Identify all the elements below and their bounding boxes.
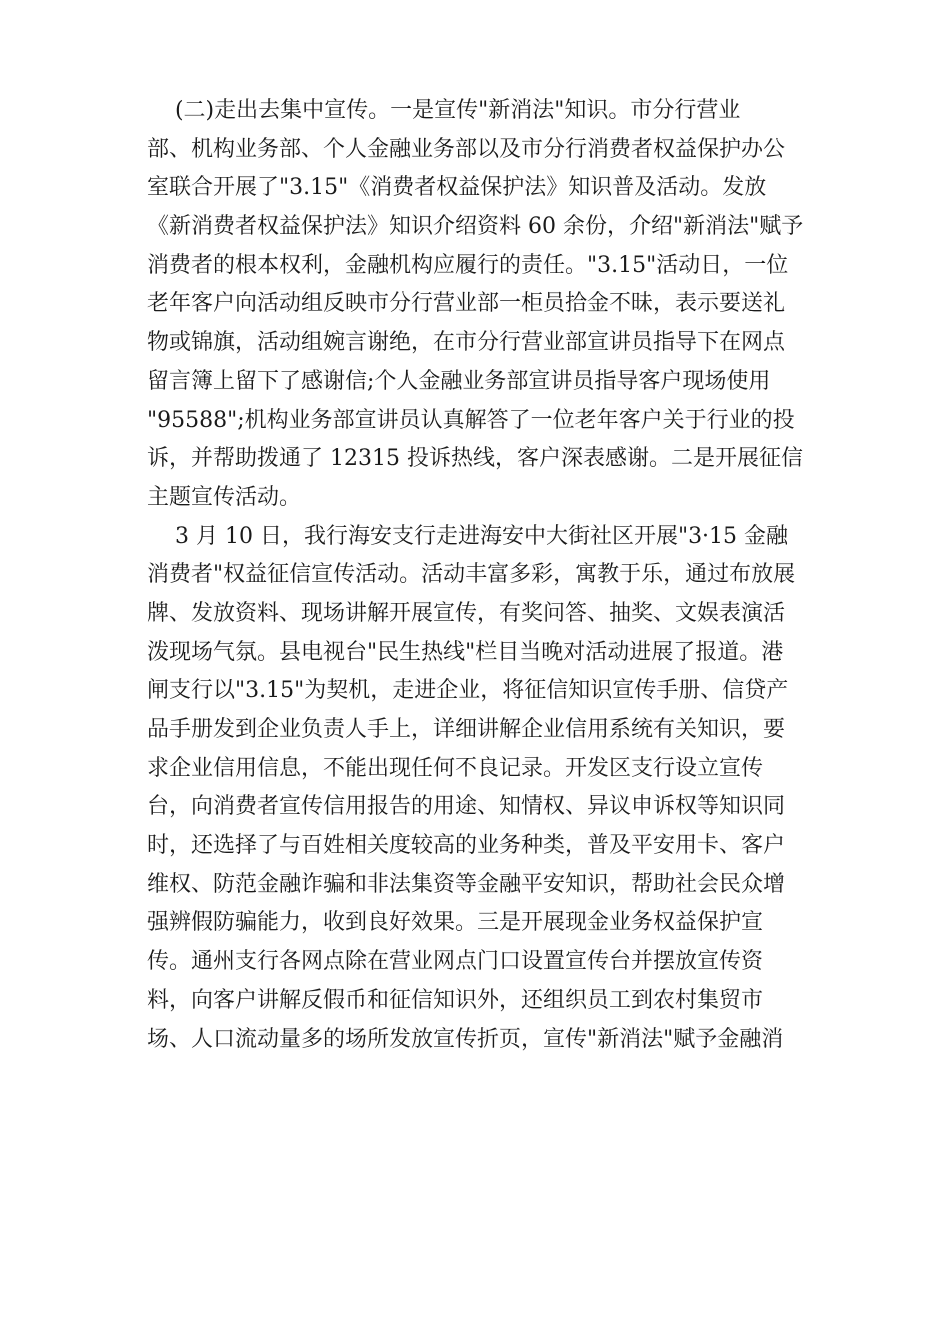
text-line: 消费者的根本权利，金融机构应履行的责任。"3.15"活动日，一位	[147, 252, 789, 278]
text-line: "95588";机构业务部宣讲员认真解答了一位老年客户关于行业的投	[147, 407, 795, 433]
text-line: 3 月 10 日，我行海安支行走进海安中大街社区开展"3·15 金融	[147, 523, 789, 549]
text-line: 料，向客户讲解反假币和征信知识外，还组织员工到农村集贸市	[147, 987, 764, 1013]
text-line: 场、人口流动量多的场所发放宣传折页，宣传"新消法"赋予金融消	[147, 1026, 784, 1052]
text-line: 老年客户向活动组反映市分行营业部一柜员拾金不昧，表示要送礼	[147, 291, 786, 317]
text-line: 部、机构业务部、个人金融业务部以及市分行消费者权益保护办公	[147, 136, 786, 162]
text-line: 传。通州支行各网点除在营业网点门口设置宣传台并摆放宣传资	[147, 949, 764, 975]
text-line: 《新消费者权益保护法》知识介绍资料 60 余份，介绍"新消法"赋予	[147, 214, 804, 240]
text-line: (二)走出去集中宣传。一是宣传"新消法"知识。市分行营业	[147, 98, 741, 123]
text-line: 闸支行以"3.15"为契机，走进企业，将征信知识宣传手册、信贷产	[147, 678, 789, 704]
text-line: 时，还选择了与百姓相关度较高的业务种类，普及平安用卡、客户	[147, 833, 786, 859]
text-line: 品手册发到企业负责人手上，详细讲解企业信用系统有关知识，要	[147, 717, 786, 742]
text-line: 求企业信用信息，不能出现任何不良记录。开发区支行设立宣传	[147, 755, 764, 781]
text-line: 主题宣传活动。	[147, 484, 302, 510]
text-line: 牌、发放资料、现场讲解开展宣传，有奖问答、抽奖、文娱表演活	[147, 600, 786, 626]
text-line: 强辨假防骗能力，收到良好效果。三是开展现金业务权益保护宣	[147, 910, 764, 936]
text-line: 泼现场气氛。县电视台"民生热线"栏目当晚对活动进展了报道。港	[147, 639, 784, 665]
text-line: 物或锦旗，活动组婉言谢绝，在市分行营业部宣讲员指导下在网点	[147, 330, 786, 356]
text-line: 维权、防范金融诈骗和非法集资等金融平安知识，帮助社会民众增	[147, 871, 786, 897]
document-body	[147, 92, 807, 1059]
text-line: 留言簿上留下了感谢信;个人金融业务部宣讲员指导客户现场使用	[147, 368, 771, 394]
text-line: 消费者"权益征信宣传活动。活动丰富多彩，寓教于乐，通过布放展	[147, 562, 796, 588]
text-line: 诉，并帮助拨通了 12315 投诉热线，客户深表感谢。二是开展征信	[147, 446, 803, 472]
text-line: 室联合开展了"3.15"《消费者权益保护法》知识普及活动。发放	[147, 175, 767, 201]
text-line: 台，向消费者宣传信用报告的用途、知情权、异议申诉权等知识同	[147, 794, 786, 820]
